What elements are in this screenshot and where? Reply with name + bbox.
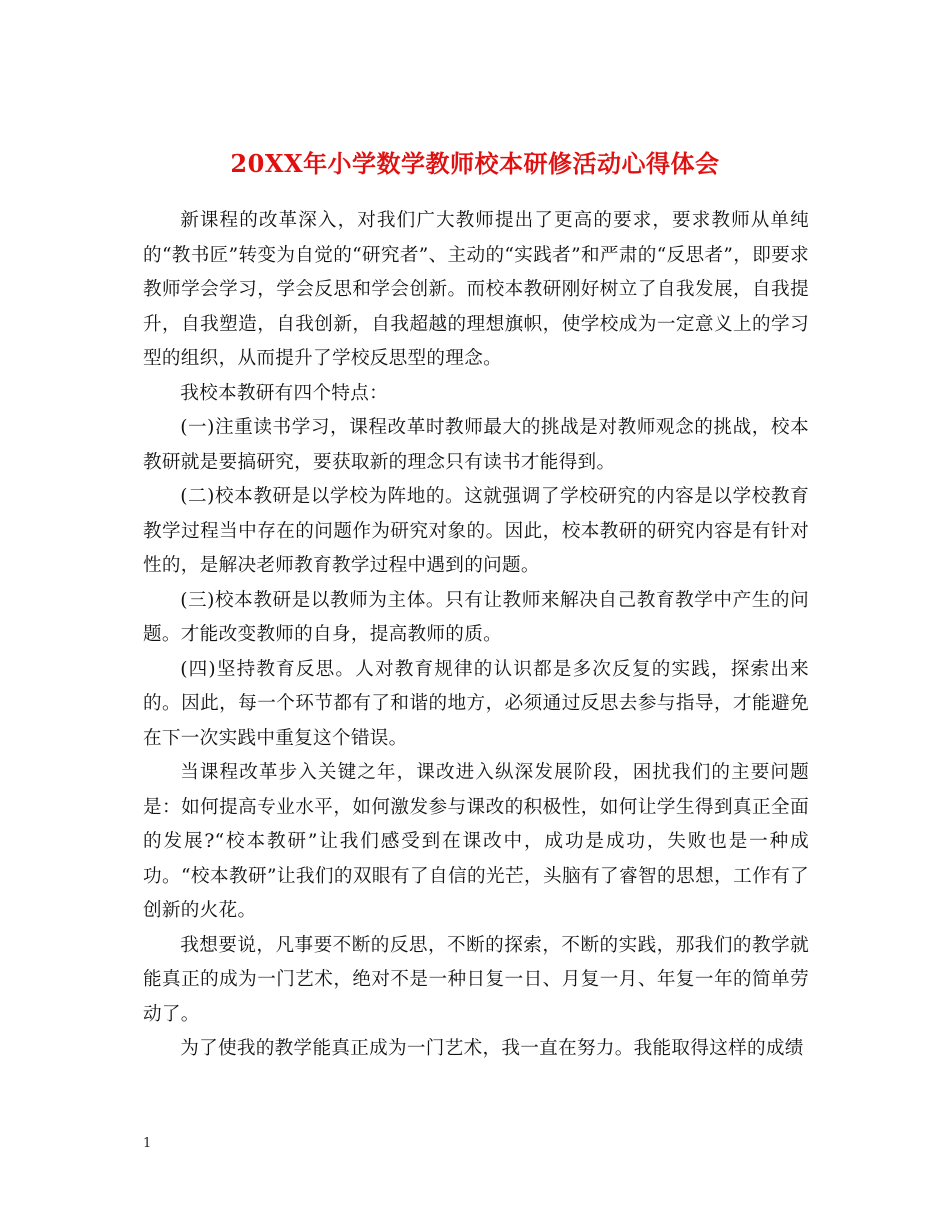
paragraph-intro: 新课程的改革深入，对我们广大教师提出了更高的要求，要求教师从单纯的“教书匠”转变为自觉的“研究者”、主动的“实践者”和严肃的“反思者”，即要求教师学会学习，学会反思和学会创新。而校本教研刚好树立了自我发展，自我提升，自我塑造，自我创新，自我超越的理想旗帜，使学校成为一定意义上的学习型的组织，从而提升了学校反思型的理念。 xyxy=(143,210,809,369)
document-title: 20XX年小学数学教师校本研修活动心得体会 xyxy=(230,149,720,179)
paragraph-closing: 为了使我的教学能真正成为一门艺术，我一直在努力。我能取得这样的成绩 xyxy=(180,1038,804,1059)
paragraph-reflection: 我想要说，凡事要不断的反思，不断的探索，不断的实践，那我们的教学就能真正的成为一门艺术，绝对不是一种日复一日、月复一月、年复一年的简单劳动了。 xyxy=(143,934,809,1025)
page-number: 1 xyxy=(143,1136,152,1151)
document-body xyxy=(143,204,809,1067)
paragraph-feature-2: (二)校本教研是以学校为阵地的。这就强调了学校研究的内容是以学校教育教学过程当中存在的问题作为研究对象的。因此，校本教研的研究内容是有针对性的，是解决老师教育教学过程中遇到的问题。 xyxy=(143,486,809,576)
paragraph-features-heading: 我校本教研有四个特点： xyxy=(180,382,389,404)
paragraph-feature-4: (四)坚持教育反思。人对教育规律的认识都是多次反复的实践，探索出来的。因此，每一个环节都有了和谐的地方，必须通过反思去参与指导，才能避免在下一次实践中重复这个错误。 xyxy=(143,658,809,749)
paragraph-reform: 当课程改革步入关键之年，课改进入纵深发展阶段，困扰我们的主要问题是：如何提高专业水平，如何激发参与课改的积极性，如何让学生得到真正全面的发展?“校本教研”让我们感受到在课改中，成功是成功，失败也是一种成功。“校本教研”让我们的双眼有了自信的光芒，头脑有了睿智的思想，工作有了创新的火花。 xyxy=(143,762,809,921)
paragraph-feature-3: (三)校本教研是以教师为主体。只有让教师来解决自己教育教学中产生的问题。才能改变教师的自身，提高教师的质。 xyxy=(143,589,809,645)
paragraph-feature-1: (一)注重读书学习，课程改革时教师最大的挑战是对教师观念的挑战，校本教研就是要搞研究，要获取新的理念只有读书才能得到。 xyxy=(143,417,809,473)
